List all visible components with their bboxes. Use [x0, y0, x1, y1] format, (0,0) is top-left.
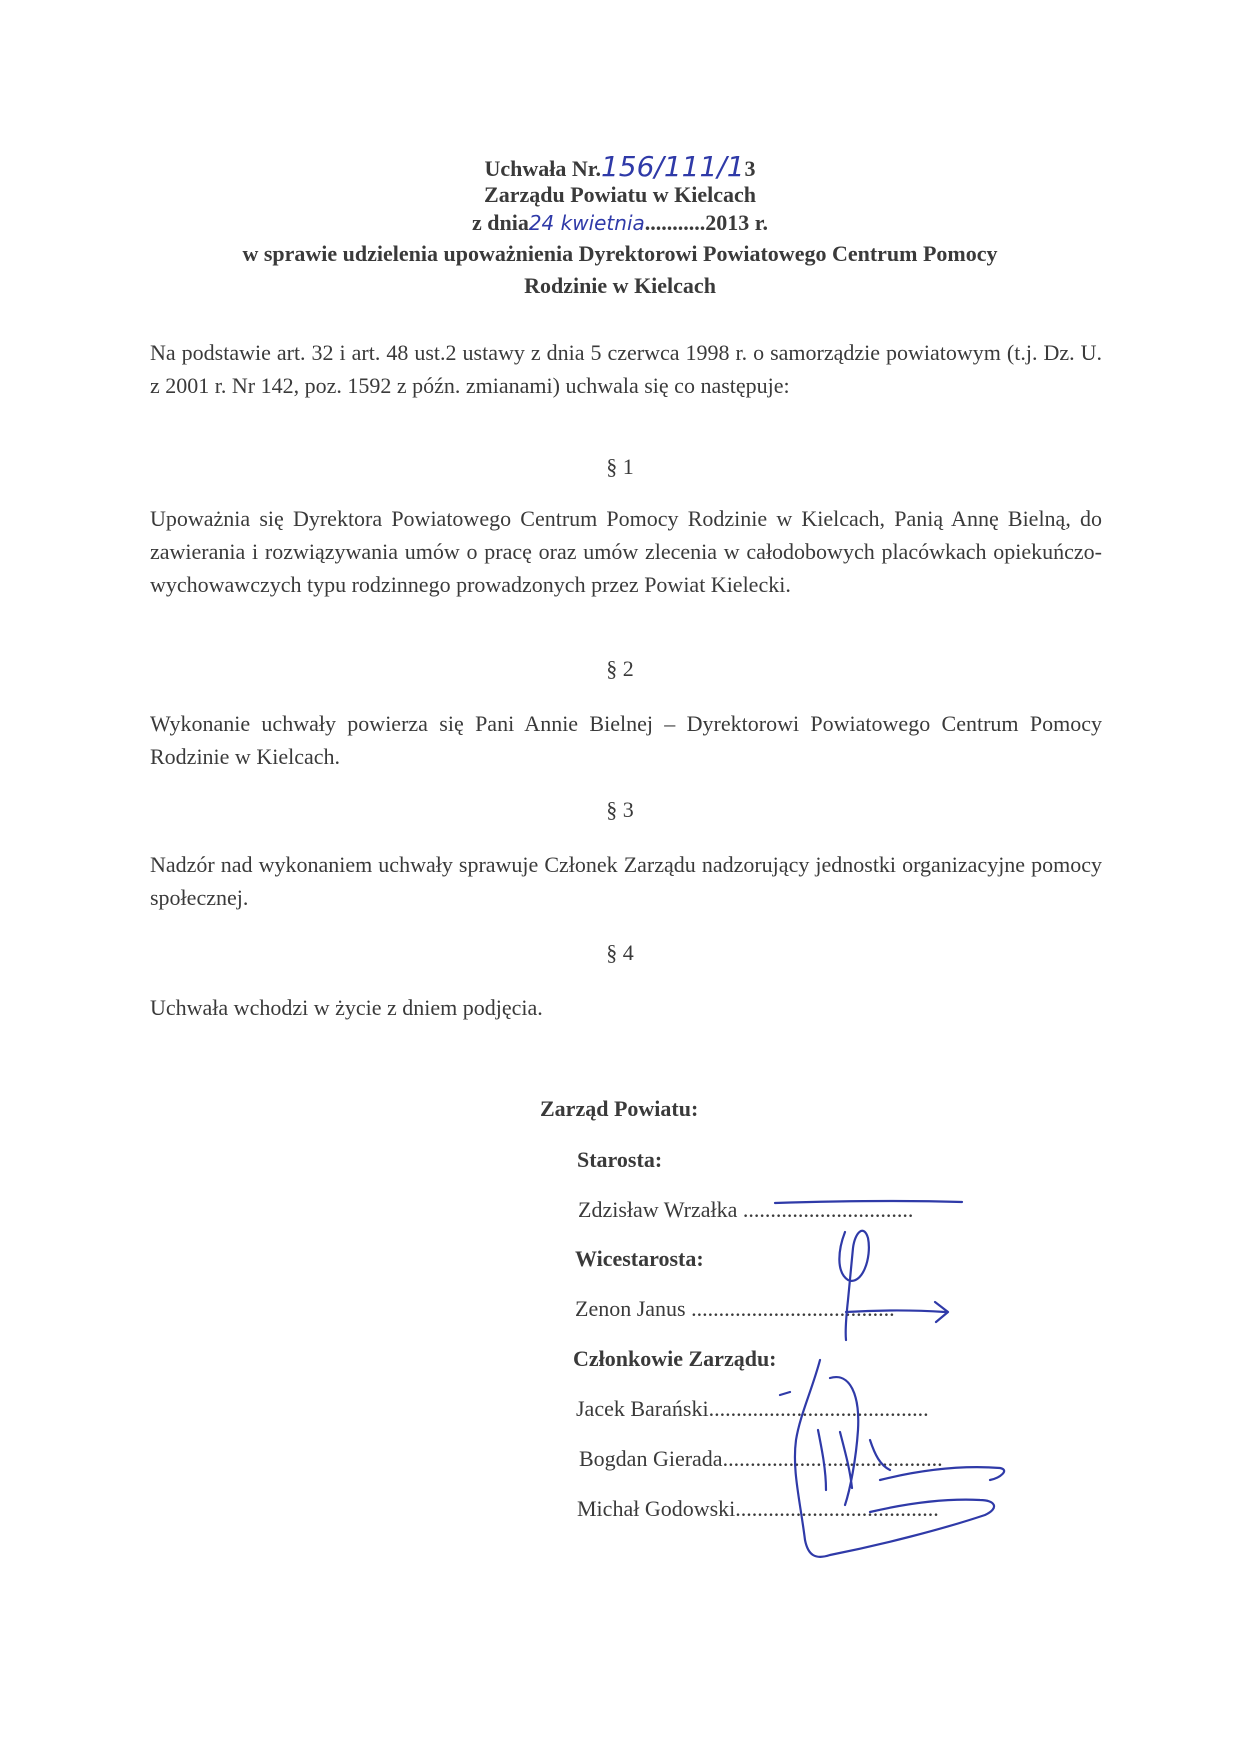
member3-signature-line [577, 1496, 939, 1522]
handwritten-date: 24 kwietnia [528, 211, 645, 235]
issuing-body: Zarządu Powiatu w Kielcach [484, 182, 756, 207]
section-3-text: Nadzór nad wykonaniem uchwały sprawuje Członek Zarządu nadzorujący jednostki organizacyjne pomocy społecznej. [150, 852, 1102, 910]
handwritten-resolution-number: 156/111/1 [600, 150, 745, 183]
signature-dots: ..................................... [735, 1496, 939, 1521]
signature-dots: ..................................... [691, 1296, 895, 1321]
title-prefix: Uchwała Nr. [484, 156, 601, 181]
member2-name: Bogdan Gierada [579, 1446, 723, 1471]
wicestarosta-heading: Wicestarosta: [575, 1246, 704, 1271]
resolution-date [0, 210, 1240, 236]
section-1-mark: § 1 [606, 454, 634, 479]
member2-signature-line [579, 1446, 943, 1472]
title-suffix: 3 [744, 156, 756, 181]
section-3-mark: § 3 [606, 797, 634, 822]
signature-dots: ........................................ [722, 1446, 943, 1471]
board-heading: Zarząd Powiatu: [540, 1096, 699, 1121]
wicestarosta-signature-stroke [839, 1231, 948, 1340]
member1-signature-line [576, 1396, 929, 1422]
date-suffix: ...........2013 r. [644, 210, 769, 235]
wicestarosta-name: Zenon Janus [575, 1296, 686, 1321]
resolution-title [0, 150, 1240, 183]
date-prefix: z dnia [471, 210, 529, 235]
section-2-mark: § 2 [606, 656, 634, 681]
section-2-text: Wykonanie uchwały powierza się Pani Annie Bielnej – Dyrektorowi Powiatowego Centrum Pomocy Rodzinie w Kielcach. [150, 711, 1102, 769]
section-4-text: Uchwała wchodzi w życie z dniem podjęcia. [150, 995, 543, 1020]
subject-line-1: w sprawie udzielenia upoważnienia Dyrektorowi Powiatowego Centrum Pomocy [242, 241, 998, 266]
members-heading: Członkowie Zarządu: [573, 1346, 777, 1371]
wicestarosta-signature-line [575, 1296, 895, 1322]
starosta-name: Zdzisław Wrzałka [578, 1197, 738, 1222]
member1-name: Jacek Barański [576, 1396, 709, 1421]
preamble-paragraph: Na podstawie art. 32 i art. 48 ust.2 ustawy z dnia 5 czerwca 1998 r. o samorządzie powiatowym (t.j. Dz. U. z 2001 r. Nr 142, poz. 1592 z późn. zmianami) uchwala się co następuje: [150, 340, 1102, 398]
section-4-mark: § 4 [606, 940, 634, 965]
starosta-heading: Starosta: [577, 1147, 663, 1172]
signature-dots: ............................... [742, 1197, 914, 1222]
signature-dots: ........................................ [708, 1396, 929, 1421]
section-1-text: Upoważnia się Dyrektora Powiatowego Centrum Pomocy Rodzinie w Kielcach, Panią Annę Bielną, do zawierania i rozwiązywania umów o pracę oraz umów zlecenia w całodobowych placówkach opiekuńczo-wychowawczych typu rodzinnego prowadzonych przez Powiat Kielecki. [150, 506, 1102, 597]
starosta-signature-line [578, 1197, 913, 1223]
subject-line-2: Rodzinie w Kielcach [524, 273, 716, 298]
member3-name: Michał Godowski [577, 1496, 736, 1521]
